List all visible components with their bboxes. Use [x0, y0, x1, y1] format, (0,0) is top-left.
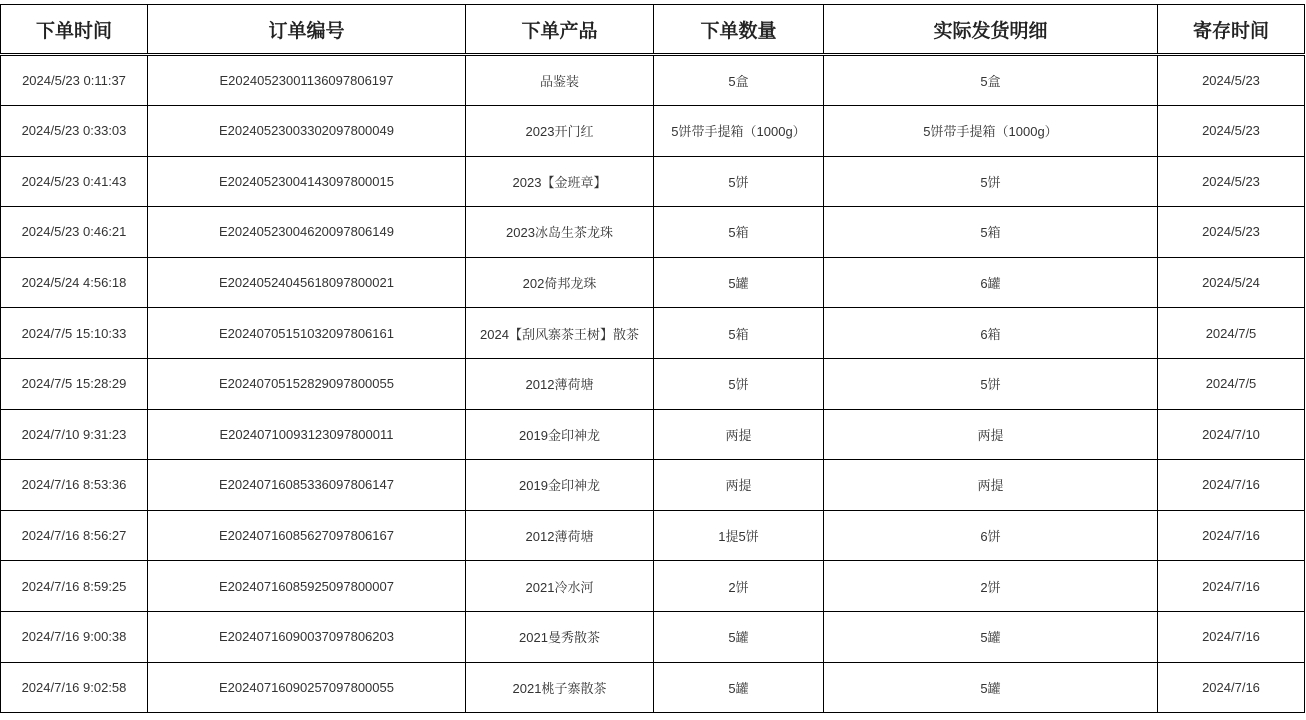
header-order-time: 下单时间	[1, 5, 148, 55]
table-row	[1, 257, 1305, 308]
cell-order-time[interactable]: 2024/5/23 0:11:37	[1, 55, 148, 106]
cell-storage-date[interactable]: 2024/5/23	[1158, 156, 1305, 207]
cell-order-time[interactable]: 2024/5/24 4:56:18	[1, 257, 148, 308]
cell-storage-date[interactable]: 2024/7/16	[1158, 561, 1305, 612]
cell-shipment-detail[interactable]: 5饼带手提箱（1000g）	[824, 106, 1158, 157]
cell-quantity[interactable]: 5罐	[654, 257, 824, 308]
cell-shipment-detail[interactable]: 6罐	[824, 257, 1158, 308]
cell-order-time[interactable]: 2024/7/16 8:53:36	[1, 460, 148, 511]
cell-order-number[interactable]: E20240716085925097800007	[148, 561, 466, 612]
table-row	[1, 308, 1305, 359]
cell-order-time[interactable]: 2024/7/10 9:31:23	[1, 409, 148, 460]
cell-product[interactable]: 2021曼秀散茶	[466, 611, 654, 662]
cell-shipment-detail[interactable]: 两提	[824, 460, 1158, 511]
cell-product[interactable]: 2012薄荷塘	[466, 510, 654, 561]
cell-storage-date[interactable]: 2024/5/23	[1158, 106, 1305, 157]
cell-order-number[interactable]: E20240705151032097806161	[148, 308, 466, 359]
cell-quantity[interactable]: 5饼	[654, 156, 824, 207]
cell-quantity[interactable]: 2饼	[654, 561, 824, 612]
cell-product[interactable]: 2012薄荷塘	[466, 358, 654, 409]
table-row	[1, 510, 1305, 561]
order-table	[0, 4, 1305, 713]
cell-product[interactable]: 2024【刮风寨茶王树】散茶	[466, 308, 654, 359]
cell-product[interactable]: 2021桃子寨散茶	[466, 662, 654, 713]
cell-quantity[interactable]: 5饼带手提箱（1000g）	[654, 106, 824, 157]
cell-order-number[interactable]: E20240523001136097806197	[148, 55, 466, 106]
cell-quantity[interactable]: 5罐	[654, 662, 824, 713]
cell-storage-date[interactable]: 2024/5/24	[1158, 257, 1305, 308]
table-row	[1, 561, 1305, 612]
cell-storage-date[interactable]: 2024/7/16	[1158, 510, 1305, 561]
cell-order-time[interactable]: 2024/5/23 0:33:03	[1, 106, 148, 157]
table-row	[1, 662, 1305, 713]
header-product: 下单产品	[466, 5, 654, 55]
cell-product[interactable]: 2019金印神龙	[466, 409, 654, 460]
cell-order-time[interactable]: 2024/7/5 15:28:29	[1, 358, 148, 409]
cell-storage-date[interactable]: 2024/7/16	[1158, 460, 1305, 511]
cell-shipment-detail[interactable]: 2饼	[824, 561, 1158, 612]
cell-quantity[interactable]: 两提	[654, 409, 824, 460]
cell-order-number[interactable]: E20240716085627097806167	[148, 510, 466, 561]
cell-shipment-detail[interactable]: 6箱	[824, 308, 1158, 359]
table-row	[1, 409, 1305, 460]
cell-product[interactable]: 202倚邦龙珠	[466, 257, 654, 308]
table-row	[1, 156, 1305, 207]
cell-quantity[interactable]: 5罐	[654, 611, 824, 662]
header-quantity: 下单数量	[654, 5, 824, 55]
table-row	[1, 106, 1305, 157]
cell-storage-date[interactable]: 2024/7/5	[1158, 358, 1305, 409]
cell-order-time[interactable]: 2024/7/16 8:59:25	[1, 561, 148, 612]
header-shipment-detail: 实际发货明细	[824, 5, 1158, 55]
cell-product[interactable]: 2023开门红	[466, 106, 654, 157]
cell-order-time[interactable]: 2024/7/16 9:02:58	[1, 662, 148, 713]
cell-product[interactable]: 2023【金班章】	[466, 156, 654, 207]
table-row	[1, 207, 1305, 258]
cell-order-number[interactable]: E20240523004143097800015	[148, 156, 466, 207]
table-body	[1, 55, 1305, 713]
cell-order-time[interactable]: 2024/7/16 9:00:38	[1, 611, 148, 662]
cell-storage-date[interactable]: 2024/7/16	[1158, 662, 1305, 713]
cell-shipment-detail[interactable]: 5罐	[824, 611, 1158, 662]
cell-shipment-detail[interactable]: 6饼	[824, 510, 1158, 561]
cell-order-time[interactable]: 2024/5/23 0:41:43	[1, 156, 148, 207]
cell-order-number[interactable]: E20240710093123097800011	[148, 409, 466, 460]
cell-quantity[interactable]: 5盒	[654, 55, 824, 106]
cell-order-number[interactable]: E20240716090257097800055	[148, 662, 466, 713]
cell-shipment-detail[interactable]: 两提	[824, 409, 1158, 460]
cell-storage-date[interactable]: 2024/7/10	[1158, 409, 1305, 460]
cell-storage-date[interactable]: 2024/5/23	[1158, 207, 1305, 258]
table-row	[1, 358, 1305, 409]
table-row	[1, 611, 1305, 662]
cell-order-time[interactable]: 2024/7/5 15:10:33	[1, 308, 148, 359]
cell-storage-date[interactable]: 2024/5/23	[1158, 55, 1305, 106]
cell-order-number[interactable]: E20240716085336097806147	[148, 460, 466, 511]
cell-quantity[interactable]: 1提5饼	[654, 510, 824, 561]
cell-shipment-detail[interactable]: 5箱	[824, 207, 1158, 258]
cell-shipment-detail[interactable]: 5饼	[824, 156, 1158, 207]
cell-order-number[interactable]: E20240705152829097800055	[148, 358, 466, 409]
cell-product[interactable]: 2021冷水河	[466, 561, 654, 612]
cell-product[interactable]: 2023冰岛生茶龙珠	[466, 207, 654, 258]
cell-order-number[interactable]: E20240523003302097800049	[148, 106, 466, 157]
table-row	[1, 55, 1305, 106]
cell-storage-date[interactable]: 2024/7/5	[1158, 308, 1305, 359]
cell-shipment-detail[interactable]: 5饼	[824, 358, 1158, 409]
cell-quantity[interactable]: 两提	[654, 460, 824, 511]
cell-shipment-detail[interactable]: 5罐	[824, 662, 1158, 713]
cell-order-time[interactable]: 2024/7/16 8:56:27	[1, 510, 148, 561]
cell-quantity[interactable]: 5箱	[654, 207, 824, 258]
table-header-row	[1, 5, 1305, 55]
order-table-container	[0, 4, 1306, 720]
header-storage-date: 寄存时间	[1158, 5, 1305, 55]
header-order-number: 订单编号	[148, 5, 466, 55]
cell-quantity[interactable]: 5箱	[654, 308, 824, 359]
cell-order-number[interactable]: E20240523004620097806149	[148, 207, 466, 258]
cell-shipment-detail[interactable]: 5盒	[824, 55, 1158, 106]
cell-product[interactable]: 2019金印神龙	[466, 460, 654, 511]
cell-quantity[interactable]: 5饼	[654, 358, 824, 409]
cell-order-number[interactable]: E20240716090037097806203	[148, 611, 466, 662]
table-row	[1, 460, 1305, 511]
cell-product[interactable]: 品鉴装	[466, 55, 654, 106]
cell-order-time[interactable]: 2024/5/23 0:46:21	[1, 207, 148, 258]
cell-storage-date[interactable]: 2024/7/16	[1158, 611, 1305, 662]
cell-order-number[interactable]: E20240524045618097800021	[148, 257, 466, 308]
